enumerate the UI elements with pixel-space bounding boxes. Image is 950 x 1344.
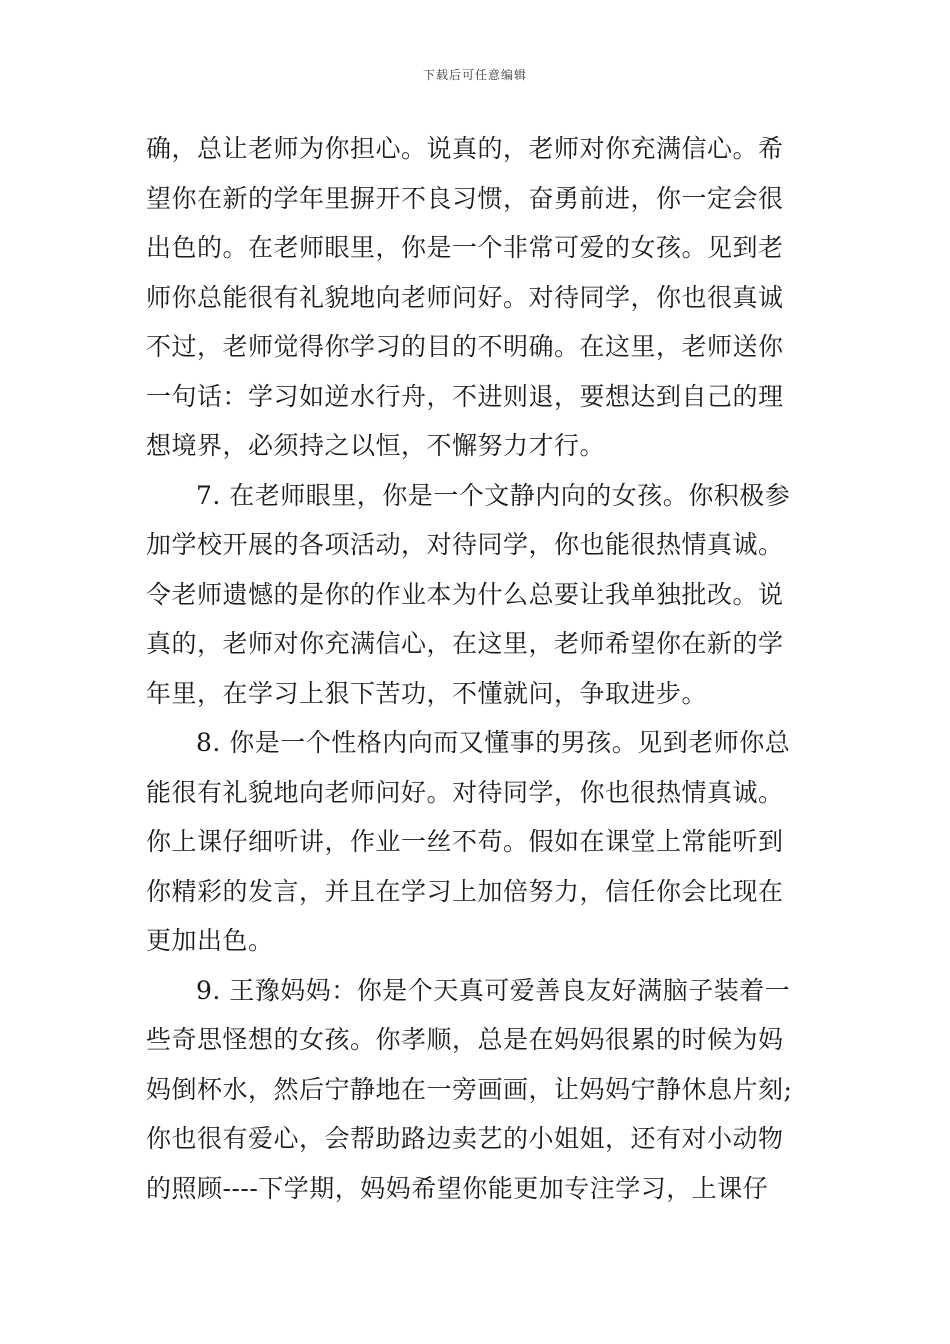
text-line: 想境界，必须持之以恒，不懈努力才行。 bbox=[146, 431, 606, 460]
text-line: 确，总让老师为你担心。说真的，老师对你充满信心。希 bbox=[146, 134, 784, 163]
text-line: 更加出色。 bbox=[146, 926, 274, 955]
text-line: 真的，老师对你充满信心，在这里，老师希望你在新的学 bbox=[146, 629, 784, 658]
page-header: 下载后可任意编辑 bbox=[422, 68, 527, 82]
text-line: 令老师遗憾的是你的作业本为什么总要让我单独批改。说 bbox=[146, 579, 784, 609]
text-line: 师你总能很有礼貌地向老师问好。对待同学，你也很真诚 bbox=[146, 282, 784, 312]
paragraph-8-start: 8. 你是一个性格内向而又懂事的男孩。见到老师你总 bbox=[196, 728, 791, 757]
text-line: 你上课仔细听讲，作业一丝不苟。假如在课堂上常能听到 bbox=[146, 827, 784, 856]
text-line: 些奇思怪想的女孩。你孝顺，总是在妈妈很累的时候为妈 bbox=[146, 1025, 784, 1054]
body-text bbox=[146, 124, 810, 1213]
text-line: 出色的。在老师眼里，你是一个非常可爱的女孩。见到老 bbox=[146, 233, 784, 262]
paragraph-7-start: 7. 在老师眼里，你是一个文静内向的女孩。你积极参 bbox=[196, 480, 791, 510]
text-line: 你也很有爱心，会帮助路边卖艺的小姐姐，还有对小动物 bbox=[146, 1124, 784, 1153]
text-line: 年里，在学习上狠下苦功，不懂就问，争取进步。 bbox=[146, 678, 708, 708]
text-line: 的照顾----下学期，妈妈希望你能更加专注学习，上课仔 bbox=[146, 1173, 769, 1203]
text-line: 不过，老师觉得你学习的目的不明确。在这里，老师送你 bbox=[146, 332, 784, 361]
text-line: 你精彩的发言，并且在学习上加倍努力，信任你会比现在 bbox=[146, 876, 784, 906]
text-line: 妈倒杯水，然后宁静地在一旁画画，让妈妈宁静休息片刻; bbox=[146, 1074, 793, 1104]
text-line: 望你在新的学年里摒开不良习惯，奋勇前进，你一定会很 bbox=[146, 183, 784, 213]
text-line: 能很有礼貌地向老师问好。对待同学，你也很热情真诚。 bbox=[146, 777, 784, 807]
text-line: 一句话：学习如逆水行舟，不进则退，要想达到自己的理 bbox=[146, 381, 784, 411]
text-line: 加学校开展的各项活动，对待同学，你也能很热情真诚。 bbox=[146, 530, 784, 559]
paragraph-9-start: 9. 王豫妈妈：你是个天真可爱善良友好满脑子装着一 bbox=[196, 975, 791, 1005]
